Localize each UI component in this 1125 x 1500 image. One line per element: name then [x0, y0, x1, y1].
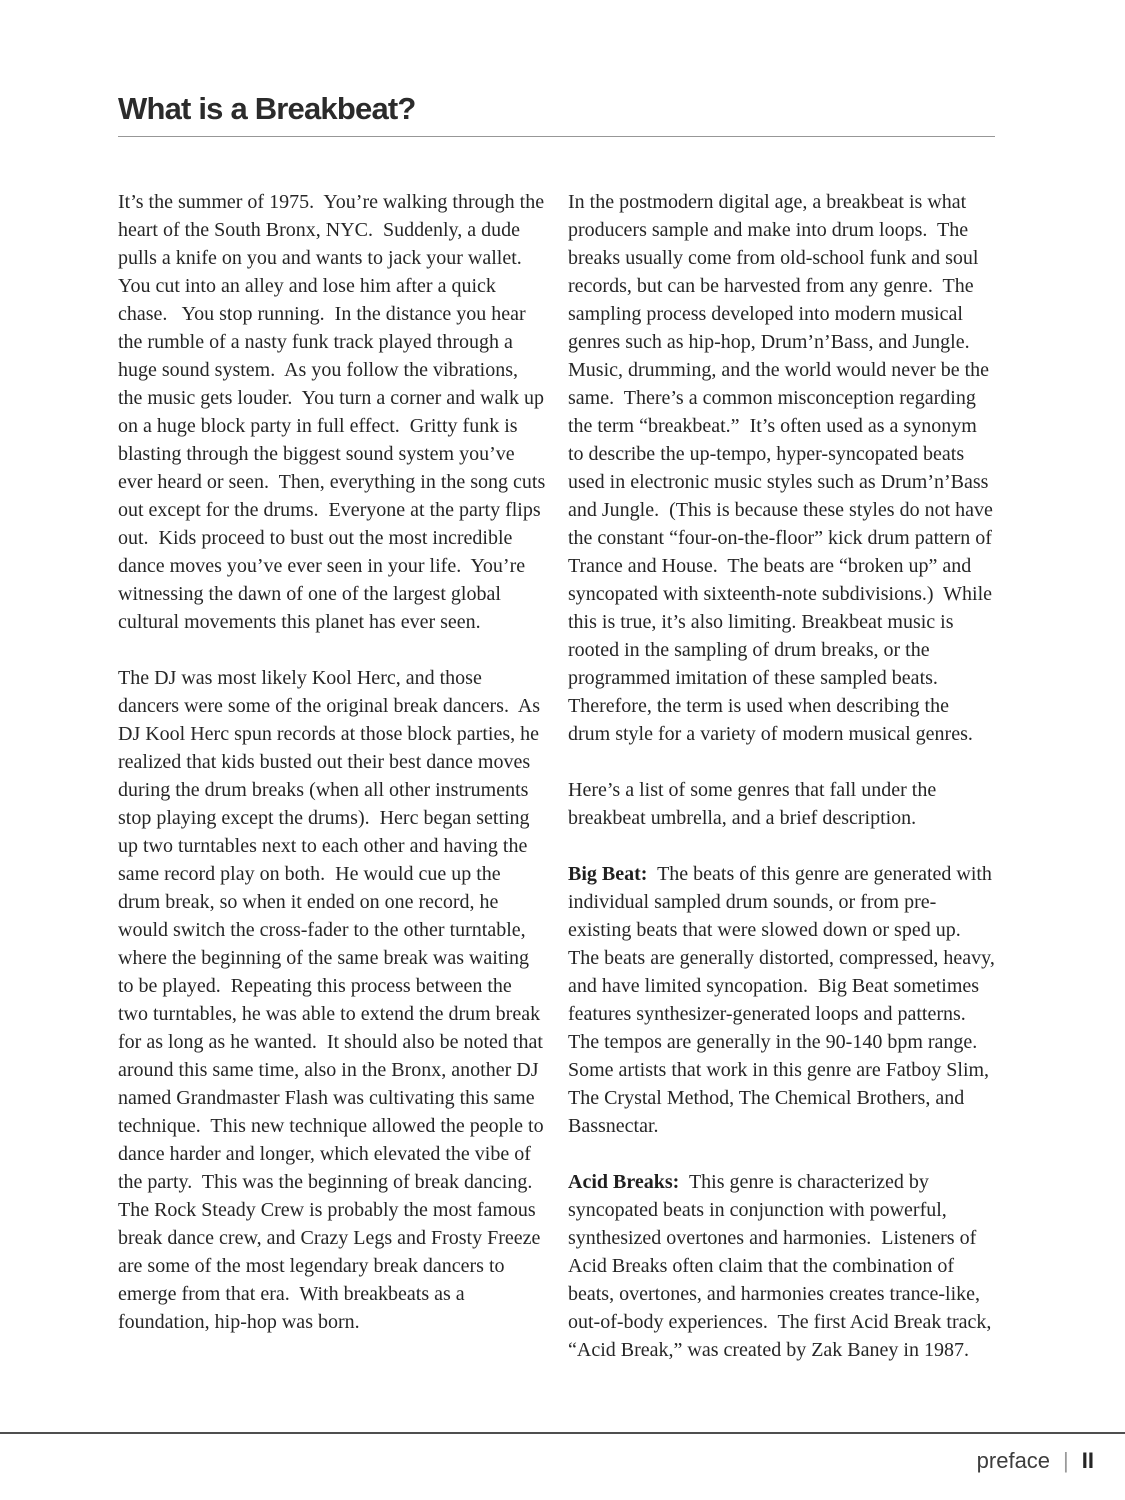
title-divider [118, 136, 995, 137]
article-body [118, 188, 1000, 1392]
page-title: What is a Breakbeat? [118, 91, 416, 126]
big-beat-paragraph [568, 860, 1000, 1140]
right-column [568, 188, 1000, 1392]
breakbeat-definition-paragraph: In the postmodern digital age, a breakbeat is what producers sample and make into drum loops. The breaks usually come from old-school funk and soul records, but can be harvested from any genre. The sampling process developed into modern musical genres such as hip-hop, Drum’n’Bass, and Jungle. Music, drumming, and the world would never be the same. There’s a common misconception regarding the term “breakbeat.” It’s often used as a synonym to describe the up-tempo, hyper-syncopated beats used in electronic music styles such as Drum’n’Bass and Jungle. (This is because these styles do not have the constant “four-on-the-floor” kick drum pattern of Trance and House. The beats are “broken up” and syncopated with sixteenth-note subdivisions.) While this is true, it’s also limiting. Breakbeat music is rooted in the sampling of drum breaks, or the programmed imitation of these sampled beats. Therefore, the term is used when describing the drum style for a variety of modern musical genres. [568, 191, 998, 745]
acid-breaks-description: This genre is characterized by syncopated beats in conjunction with powerful, synthesized overtones and harmonies. Listeners of Acid Breaks often claim that the combination of beats, overtones, and harmonies creates trance-like, out-of-body experiences. The first Acid Break track, “Acid Break,” was created by Zak Baney in 1987. [568, 1171, 997, 1361]
footer-section-label: preface [976, 1448, 1051, 1473]
big-beat-label: Big Beat: [568, 863, 648, 885]
footer-text [977, 1447, 1094, 1475]
footer-page-number: II [1081, 1448, 1094, 1473]
big-beat-description: The beats of this genre are generated with individual sampled drum sounds, or from pre-existing beats that were slowed down or sped up. The beats are generally distorted, compressed, heavy, and have limited syncopation. Big Beat sometimes features synthesizer-generated loops and patterns. The tempos are generally in the 90-140 bpm range. Some artists that work in this genre are Fatboy Slim, The Crystal Method, The Chemical Brothers, and Bassnectar. [568, 863, 1000, 1137]
intro-paragraph: It’s the summer of 1975. You’re walking through the heart of the South Bronx, NYC. Suddenly, a dude pulls a knife on you and wants to jack your wallet. You cut into an alley and lose him after a quick chase. You stop running. In the distance you hear the rumble of a nasty funk track played through a huge sound system. As you follow the vibrations, the music gets louder. You turn a corner and walk up on a huge block party in full effect. Gritty funk is blasting through the biggest sound system you’ve ever heard or seen. Then, everything in the song cuts out except for the drums. Everyone at the party flips out. Kids proceed to bust out the most incredible dance moves you’ve ever seen in your life. You’re witnessing the dawn of one of the largest global cultural movements this planet has ever seen. [118, 191, 551, 633]
genre-list-intro-paragraph: Here’s a list of some genres that fall under the breakbeat umbrella, and a brief description. [568, 779, 942, 829]
acid-breaks-label: Acid Breaks: [568, 1171, 680, 1193]
left-column [118, 188, 551, 1392]
acid-breaks-paragraph [568, 1168, 996, 1364]
footer-separator: | [1063, 1448, 1069, 1473]
kool-herc-paragraph: The DJ was most likely Kool Herc, and those dancers were some of the original break dancers. As DJ Kool Herc spun records at those block parties, he realized that kids busted out their best dance moves during the drum breaks (when all other instruments stop playing except the drums). Herc began setting up two turntables next to each other and having the same record play on both. He would cue up the drum break, so when it ended on one record, he would switch the cross-fader to the other turntable, where the beginning of the same break was waiting to be played. Repeating this process between the two turntables, he was able to extend the drum break for as long as he wanted. It should also be noted that around this same time, also in the Bronx, another DJ named Grandmaster Flash was cultivating this same technique. This new technique allowed the people to dance harder and longer, which elevated the vibe of the party. This was the beginning of break dancing. The Rock Steady Crew is probably the most famous break dance crew, and Crazy Legs and Frosty Freeze are some of the most legendary break dancers to emerge from that era. With breakbeats as a foundation, hip-hop was born. [118, 667, 549, 1333]
footer-divider [0, 1432, 1125, 1434]
